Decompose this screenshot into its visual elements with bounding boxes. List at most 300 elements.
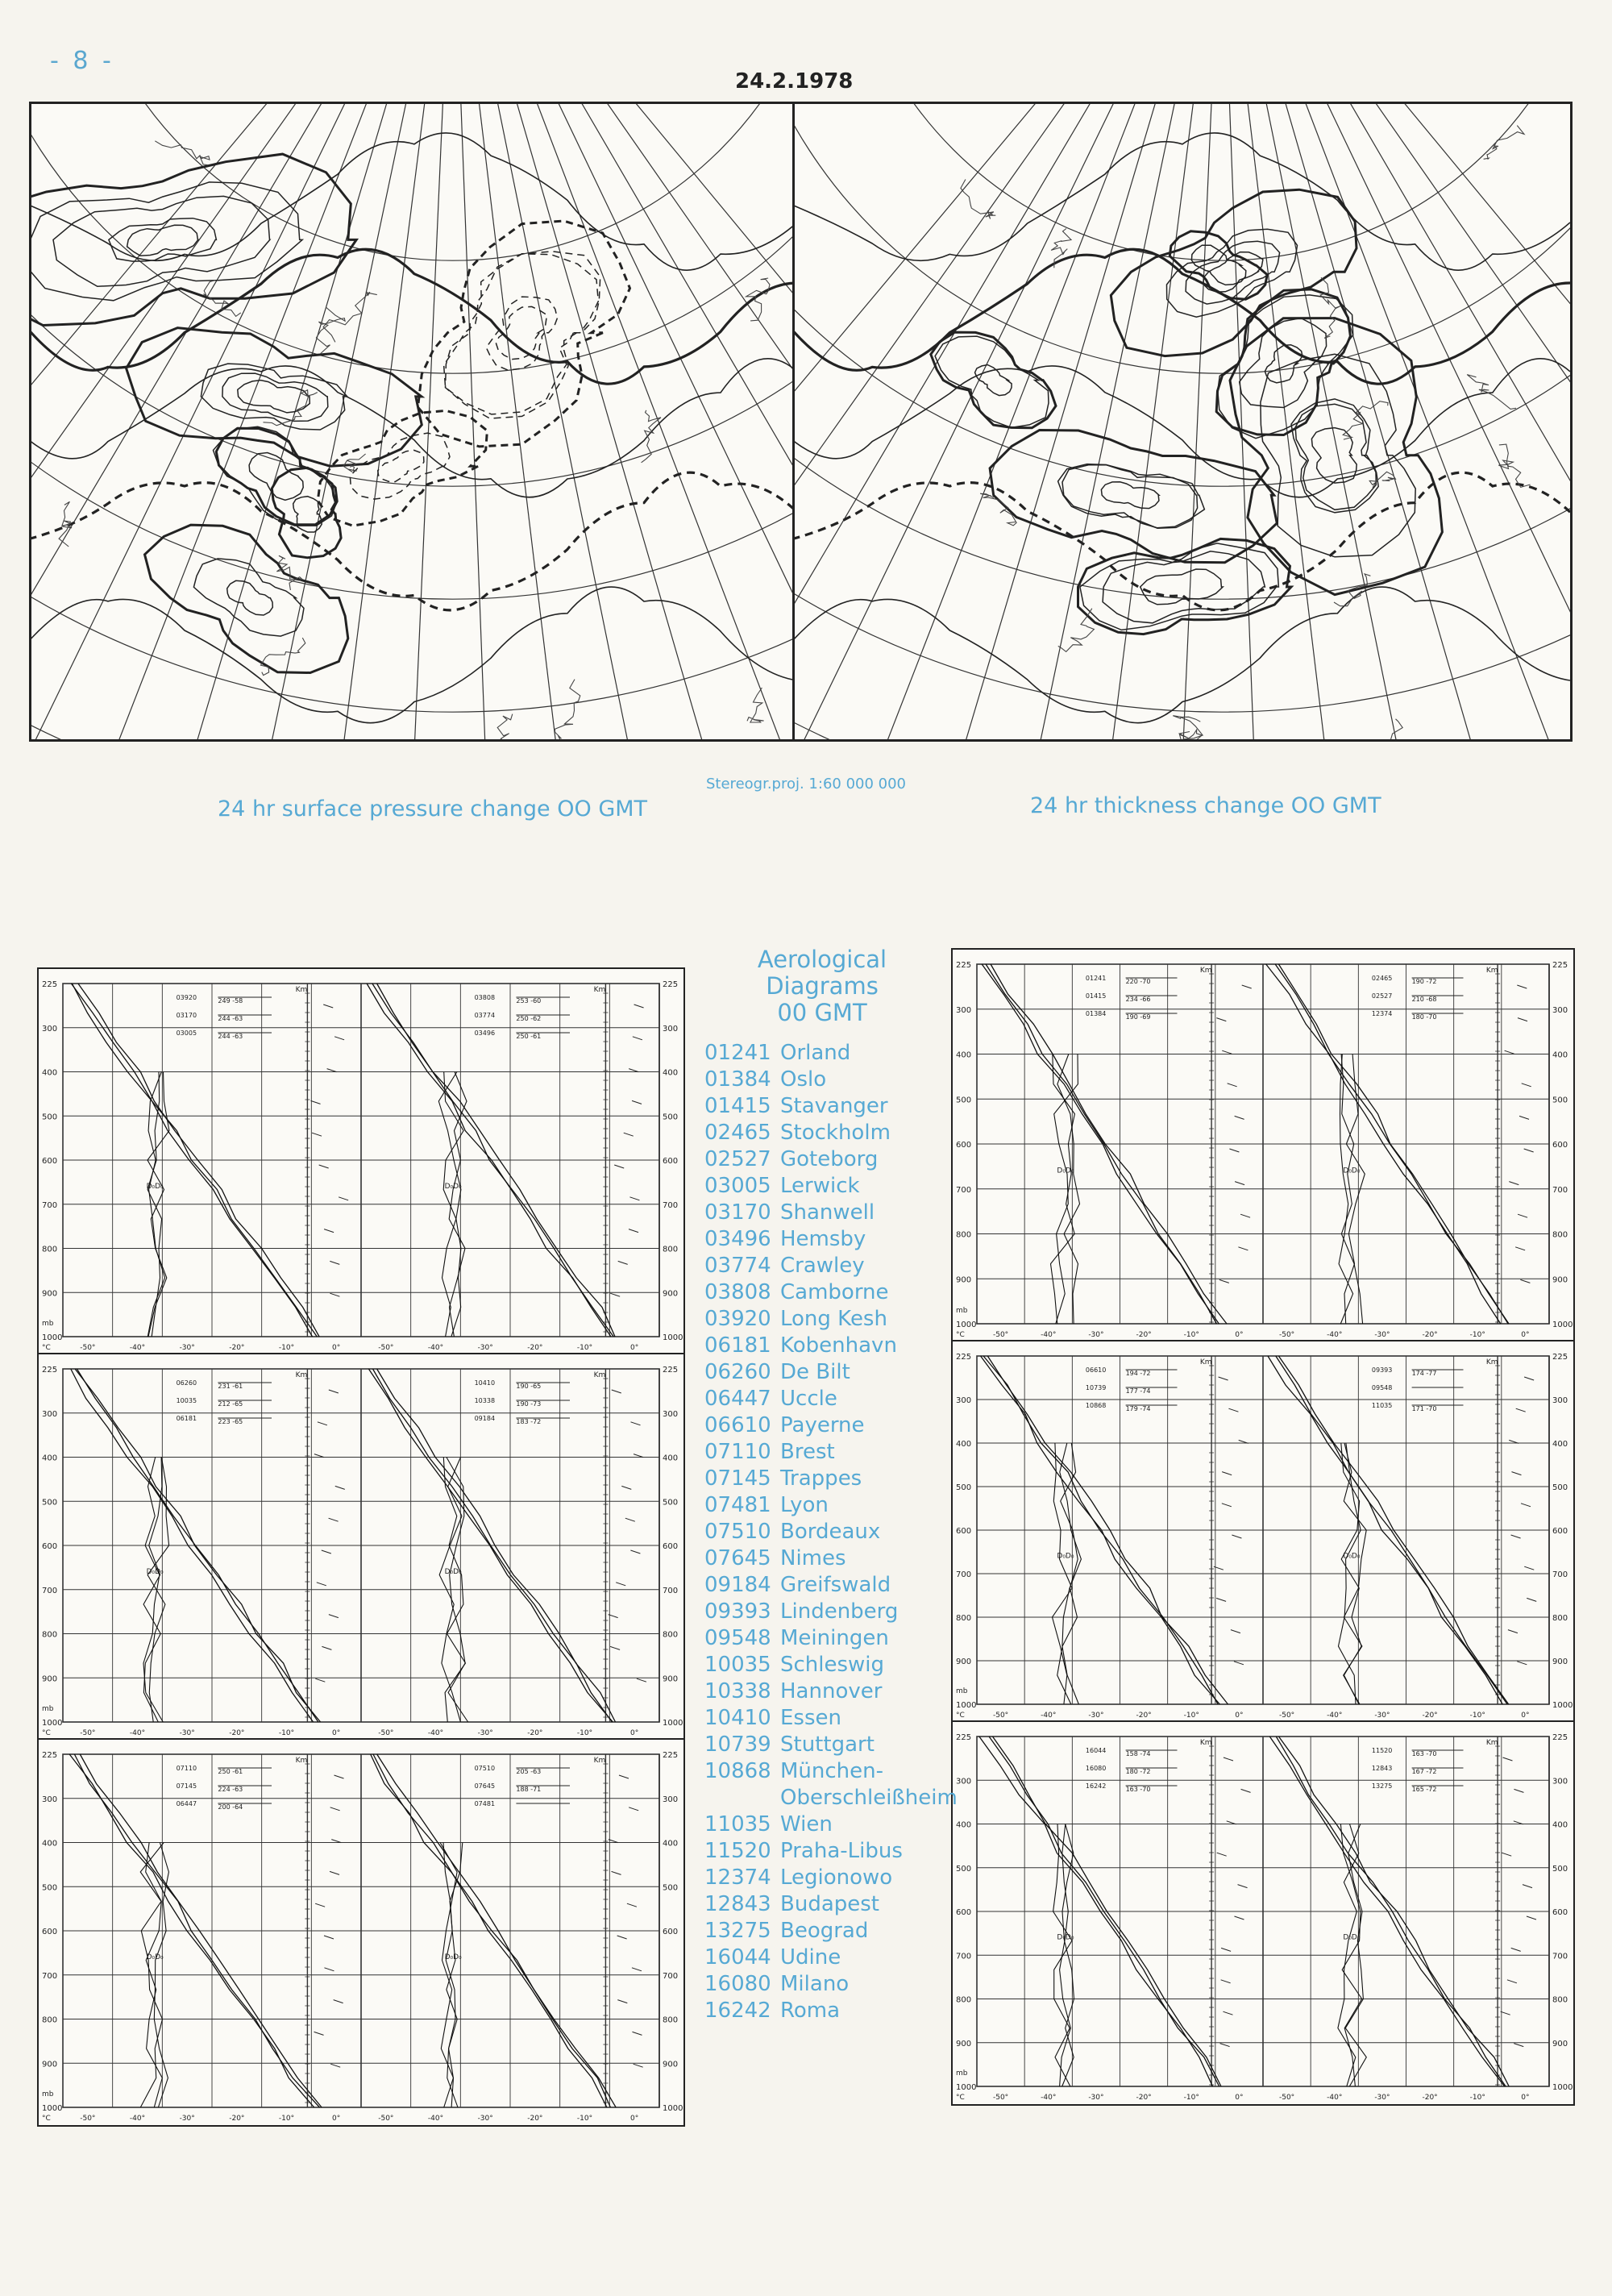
pressure-tick-label: 225 <box>42 1366 58 1375</box>
station-entry <box>704 1306 970 1333</box>
station-entry <box>704 1678 970 1705</box>
celsius-unit-label: °C <box>956 2094 965 2102</box>
temperature-tick-label: -10° <box>576 2115 593 2123</box>
wind-barb <box>634 1004 644 1008</box>
pressure-tick-label: 600 <box>1552 1908 1568 1917</box>
station-name: Lyon <box>780 1493 829 1517</box>
pressure-tick-label: 900 <box>663 2060 679 2069</box>
dd-label: D₀D₀ <box>1343 1933 1361 1942</box>
temperature-tick-label: -10° <box>1183 1712 1199 1720</box>
temperature-tick-label: -20° <box>527 2115 543 2123</box>
pressure-tick-label: 1000 <box>956 1701 977 1710</box>
temperature-tick-label: -10° <box>1183 2094 1199 2102</box>
wind-barb <box>612 1871 621 1874</box>
temperature-tick-label: -40° <box>1327 2094 1343 2102</box>
pressure-tick-label: 225 <box>663 980 679 989</box>
pressure-tick-label: 900 <box>1552 2039 1568 2049</box>
diagram-station-code: 07645 <box>474 1782 496 1790</box>
wind-barb <box>630 1550 640 1554</box>
station-name: Camborne <box>780 1280 889 1304</box>
pressure-tick-label: 300 <box>42 1024 58 1034</box>
diagram-station-code: 07510 <box>474 1765 496 1772</box>
temperature-tick-label: -50° <box>80 2115 96 2123</box>
pressure-tick-label: 300 <box>1552 1396 1568 1405</box>
surface-pressure-map <box>29 102 800 742</box>
station-name: Shanwell <box>780 1200 875 1225</box>
station-entry <box>704 1811 970 1838</box>
station-name: Goteborg <box>780 1147 879 1171</box>
temperature-tick-label: -40° <box>1041 2094 1057 2102</box>
station-entry <box>704 1412 970 1439</box>
station-entry <box>704 1519 970 1545</box>
temperature-tick-label: 0° <box>630 1344 639 1352</box>
dd-label: D₀D₀ <box>146 1568 164 1577</box>
diagram-station-values: 244 -63 <box>218 1015 243 1022</box>
temperature-tick-label: -30° <box>477 1729 493 1737</box>
station-entry <box>704 1040 970 1067</box>
pressure-tick-label: 800 <box>663 2015 679 2025</box>
diagram-station-code: 03170 <box>176 1012 197 1019</box>
wind-barb <box>1511 1535 1521 1538</box>
temperature-tick-label: -20° <box>229 2115 245 2123</box>
diagram-station-values: 205 -63 <box>516 1768 542 1775</box>
temperature-tick-label: -40° <box>1041 1331 1057 1339</box>
station-entry <box>704 1067 970 1093</box>
diagram-station-code: 03496 <box>474 1029 496 1037</box>
temperature-tick-label: -30° <box>1088 1331 1104 1339</box>
station-code: 16242 <box>704 1999 771 2023</box>
wind-barb <box>1502 1853 1511 1856</box>
temperature-tick-label: 0° <box>630 1729 639 1737</box>
pressure-tick-label: 900 <box>663 1674 679 1684</box>
wind-barb <box>1516 1408 1526 1412</box>
station-name: Oslo <box>780 1067 827 1092</box>
dd-label: D₀D₀ <box>146 1953 164 1962</box>
wind-barb <box>612 1390 621 1393</box>
wind-barb <box>1219 1377 1228 1380</box>
diagram-station-code: 03808 <box>474 994 496 1001</box>
station-code: 13275 <box>704 1919 771 1943</box>
pressure-tick-label: 800 <box>663 1630 679 1640</box>
station-code: 03774 <box>704 1254 771 1278</box>
diagram-station-values: 234 -66 <box>1125 996 1151 1003</box>
diagram-grid <box>977 1356 1549 1704</box>
temperature-tick-label: -50° <box>992 1331 1009 1339</box>
celsius-unit-label: °C <box>42 2115 51 2123</box>
pressure-tick-label: 800 <box>1552 1995 1568 2005</box>
km-unit-label: Km <box>593 1757 606 1765</box>
wind-barb <box>1522 1084 1531 1087</box>
pressure-tick-label: 1000 <box>1552 2083 1573 2092</box>
diagram-station-values: 224 -63 <box>218 1786 243 1793</box>
pressure-tick-label: 900 <box>42 2060 58 2069</box>
pressure-tick-label: 1000 <box>1552 1701 1573 1710</box>
wind-barb <box>625 1518 635 1521</box>
station-entry <box>704 1705 970 1732</box>
wind-barb <box>318 1422 327 1425</box>
station-entry <box>704 1359 970 1386</box>
pressure-tick-label: 500 <box>956 1096 972 1105</box>
station-name: Schleswig <box>780 1653 885 1677</box>
pressure-tick-label: 1000 <box>956 1321 977 1329</box>
station-entry <box>704 1120 970 1146</box>
diagram-station-code: 03774 <box>474 1012 496 1019</box>
pressure-tick-label: 600 <box>956 1141 972 1150</box>
diagram-station-code: 16242 <box>1085 1782 1107 1790</box>
wind-barb <box>1527 1916 1536 1920</box>
station-name: Bordeaux <box>780 1520 881 1544</box>
pressure-tick-label: 300 <box>663 1795 679 1804</box>
pressure-tick-label: 1000 <box>1552 1321 1573 1329</box>
dd-label: D₀D₀ <box>1343 1167 1361 1175</box>
pressure-tick-label: 700 <box>1552 1185 1568 1195</box>
station-entry <box>704 1333 970 1359</box>
pressure-tick-label: 1000 <box>663 1333 683 1342</box>
diagram-station-values: 231 -61 <box>218 1383 243 1390</box>
pressure-tick-label: 600 <box>1552 1141 1568 1150</box>
surface-pressure-caption: 24 hr surface pressure change OO GMT <box>218 797 648 821</box>
pressure-tick-label: 500 <box>1552 1096 1568 1105</box>
legend-title-line: Aerological <box>757 946 887 973</box>
temperature-tick-label: 0° <box>1235 2094 1244 2102</box>
station-entry <box>704 1093 970 1120</box>
wind-barb <box>322 1646 331 1649</box>
wind-barb <box>634 2064 643 2067</box>
station-name: Wien <box>780 1812 833 1836</box>
wind-barb <box>322 1550 331 1554</box>
temperature-tick-label: 0° <box>332 2115 341 2123</box>
wind-barb <box>1224 1757 1233 1761</box>
diagram-station-values: 190 -69 <box>1125 1013 1151 1021</box>
wind-barb <box>1515 1247 1525 1250</box>
diagram-station-code: 16080 <box>1085 1765 1107 1772</box>
station-code: 01415 <box>704 1094 771 1118</box>
aerological-diagram <box>37 1353 685 1741</box>
wind-barb <box>629 1229 638 1233</box>
temperature-tick-label: -30° <box>1088 1712 1104 1720</box>
station-code: 01384 <box>704 1067 771 1092</box>
temperature-tick-label: 0° <box>332 1344 341 1352</box>
pressure-tick-label: 1000 <box>42 2104 63 2113</box>
station-code: 03005 <box>704 1174 771 1198</box>
station-entry <box>704 1865 970 1891</box>
pressure-tick-label: 225 <box>663 1751 679 1760</box>
temperature-tick-label: -20° <box>1136 1712 1152 1720</box>
pressure-tick-label: 900 <box>956 2039 972 2049</box>
wind-barb <box>610 1646 620 1649</box>
wind-barb <box>614 1165 624 1168</box>
station-code: 06447 <box>704 1387 771 1411</box>
wind-barb <box>315 1678 325 1682</box>
wind-barb <box>1221 1980 1231 1983</box>
wind-barb <box>1523 1885 1532 1888</box>
station-code: 01241 <box>704 1041 771 1065</box>
projection-note: Stereogr.proj. 1:60 000 000 <box>706 776 907 792</box>
temperature-tick-label: -50° <box>378 1344 394 1352</box>
wind-barb <box>1517 1662 1527 1665</box>
pressure-tick-label: 900 <box>1552 1275 1568 1285</box>
wind-barb <box>1511 1948 1521 1951</box>
station-entry <box>704 1466 970 1492</box>
station-entry <box>704 1652 970 1678</box>
wind-barb <box>1520 1279 1530 1283</box>
diagram-station-code: 11520 <box>1371 1747 1393 1754</box>
temperature-tick-label: -50° <box>1278 2094 1295 2102</box>
station-code: 16044 <box>704 1945 771 1969</box>
wind-barb <box>633 1037 642 1040</box>
diagram-station-code: 03005 <box>176 1029 197 1037</box>
diagram-station-values: 250 -62 <box>516 1015 542 1022</box>
temperature-tick-label: -20° <box>527 1344 543 1352</box>
wind-barb <box>1220 2044 1230 2047</box>
station-name: De Bilt <box>780 1360 850 1384</box>
diagram-grid <box>63 1369 659 1722</box>
thickness-change-map <box>792 102 1573 742</box>
km-unit-label: Km <box>593 986 606 994</box>
pressure-tick-label: 500 <box>1552 1864 1568 1874</box>
station-code: 16080 <box>704 1972 771 1996</box>
pressure-tick-label: 900 <box>1552 1658 1568 1666</box>
diagram-station-code: 06181 <box>176 1415 197 1422</box>
temperature-tick-label: 0° <box>1235 1712 1244 1720</box>
km-unit-label: Km <box>1199 967 1212 975</box>
wind-barb <box>1235 1116 1244 1119</box>
station-name: Uccle <box>780 1387 837 1411</box>
diagram-station-values: 179 -74 <box>1125 1405 1151 1412</box>
pressure-tick-label: 600 <box>956 1527 972 1536</box>
station-name: Hannover <box>780 1679 883 1703</box>
station-name: Orland <box>780 1041 851 1065</box>
wind-barb <box>330 2064 340 2067</box>
diagram-station-values: 165 -72 <box>1411 1786 1437 1793</box>
diagram-station-values: 163 -70 <box>1125 1786 1151 1793</box>
station-name-continued: Oberschleißheim <box>780 1786 958 1810</box>
pressure-tick-label: 500 <box>663 1883 679 1893</box>
temperature-tick-label: -10° <box>278 2115 295 2123</box>
station-entry <box>704 1439 970 1466</box>
diagram-station-values: 212 -65 <box>218 1400 243 1408</box>
pressure-tick-label: 700 <box>1552 1952 1568 1961</box>
diagram-station-values: 190 -73 <box>516 1400 542 1408</box>
wind-barb <box>329 1390 339 1393</box>
temperature-tick-label: -20° <box>229 1344 245 1352</box>
wind-barb <box>617 1936 627 1939</box>
pressure-tick-label: 225 <box>956 961 972 970</box>
pressure-tick-label: 400 <box>42 1839 58 1849</box>
wind-barb <box>1235 1182 1244 1185</box>
page-number: - 8 - <box>50 47 114 75</box>
station-name: Essen <box>780 1706 841 1730</box>
temperature-tick-label: -40° <box>1327 1712 1343 1720</box>
wind-barb <box>1517 985 1527 988</box>
km-unit-label: Km <box>1485 1739 1498 1747</box>
wind-barb <box>330 1261 339 1264</box>
diagram-station-values: 194 -72 <box>1125 1370 1151 1377</box>
pressure-tick-label: 600 <box>956 1908 972 1917</box>
temperature-tick-label: -30° <box>1088 2094 1104 2102</box>
diagram-station-code: 16044 <box>1085 1747 1107 1754</box>
pressure-tick-label: 700 <box>663 1971 679 1981</box>
station-entry <box>704 1732 970 1758</box>
wind-barb <box>1511 1472 1521 1475</box>
diagram-station-code: 02465 <box>1371 975 1393 982</box>
pressure-tick-label: 300 <box>42 1795 58 1804</box>
diagram-station-code: 07145 <box>176 1782 197 1790</box>
temperature-tick-label: -20° <box>1422 1712 1438 1720</box>
pressure-tick-label: 800 <box>42 2015 58 2025</box>
station-code: 10739 <box>704 1732 771 1757</box>
pressure-tick-label: 400 <box>956 1050 972 1060</box>
pressure-tick-label: 225 <box>1552 1353 1568 1362</box>
station-entry <box>704 1173 970 1200</box>
wind-barb <box>334 1775 343 1778</box>
dd-label: D₀D₀ <box>444 1953 462 1962</box>
km-unit-label: Km <box>295 1757 308 1765</box>
temperature-tick-label: -40° <box>129 2115 146 2123</box>
station-entry <box>704 1572 970 1599</box>
wind-barb <box>1519 1116 1529 1119</box>
station-entry <box>704 1545 970 1572</box>
wind-barb <box>1222 1472 1232 1475</box>
wind-barb <box>616 1583 625 1586</box>
pressure-tick-label: 300 <box>956 1396 972 1405</box>
station-name: Udine <box>780 1945 841 1969</box>
wind-barb <box>319 1165 329 1168</box>
pressure-tick-label: 500 <box>42 1498 58 1508</box>
temperature-tick-label: -20° <box>1136 1331 1152 1339</box>
wind-barb <box>1231 1630 1240 1633</box>
diagram-station-values: 200 -64 <box>218 1803 243 1811</box>
pressure-tick-label: 500 <box>42 1113 58 1122</box>
pressure-tick-label: 225 <box>42 980 58 989</box>
diagram-grid <box>63 984 659 1337</box>
pressure-tick-label: 225 <box>956 1353 972 1362</box>
temperature-tick-label: -10° <box>1469 1712 1485 1720</box>
pressure-tick-label: 800 <box>956 1614 972 1623</box>
dd-label: D₀D₀ <box>444 1183 462 1192</box>
temperature-tick-label: -50° <box>80 1729 96 1737</box>
wind-barb <box>631 1422 641 1425</box>
diagram-station-values: 190 -65 <box>516 1383 542 1390</box>
pressure-tick-label: 1000 <box>956 2083 977 2092</box>
diagram-station-code: 06447 <box>176 1800 197 1807</box>
wind-barb <box>1505 1050 1514 1054</box>
pressure-tick-label: 500 <box>42 1883 58 1893</box>
wind-barb <box>317 1583 326 1586</box>
wind-barb <box>330 1871 339 1874</box>
station-name: Milano <box>780 1972 850 1996</box>
temperature-tick-label: -30° <box>179 1344 195 1352</box>
mb-unit-label: mb <box>956 2069 968 2078</box>
wind-barb <box>314 2032 324 2035</box>
wind-barb <box>315 1903 325 1907</box>
temperature-tick-label: -40° <box>1327 1331 1343 1339</box>
diagram-station-code: 07110 <box>176 1765 197 1772</box>
diagram-station-values: 220 -70 <box>1125 978 1151 985</box>
temperature-tick-label: -50° <box>992 2094 1009 2102</box>
diagram-station-values: 253 -60 <box>516 997 542 1004</box>
temperature-tick-label: 0° <box>332 1729 341 1737</box>
dd-label: D₀D₀ <box>1343 1552 1361 1561</box>
diagram-station-code: 03920 <box>176 994 197 1001</box>
pressure-tick-label: 700 <box>1552 1570 1568 1579</box>
pressure-tick-label: 600 <box>663 1928 679 1936</box>
diagram-station-code: 09548 <box>1371 1384 1393 1391</box>
pressure-tick-label: 600 <box>663 1542 679 1551</box>
station-code: 02465 <box>704 1121 771 1145</box>
pressure-tick-label: 500 <box>663 1113 679 1122</box>
dd-label: D₀D₀ <box>444 1568 462 1577</box>
station-code: 06260 <box>704 1360 771 1384</box>
diagram-station-values: 163 -70 <box>1411 1750 1437 1757</box>
km-unit-label: Km <box>1199 1739 1212 1747</box>
pressure-tick-label: 300 <box>956 1005 972 1015</box>
temperature-tick-label: -10° <box>1469 2094 1485 2102</box>
station-name: Legionowo <box>780 1866 893 1890</box>
wind-barb <box>311 1100 321 1104</box>
wind-barb <box>1507 1980 1517 1983</box>
pressure-tick-label: 600 <box>42 1157 58 1166</box>
station-entry <box>704 1200 970 1226</box>
diagram-station-code: 10410 <box>474 1379 496 1387</box>
wind-barb <box>1234 1916 1244 1920</box>
wind-barb <box>624 1133 634 1136</box>
temperature-tick-label: 0° <box>630 2115 639 2123</box>
diagram-station-code: 09184 <box>474 1415 496 1422</box>
pressure-tick-label: 600 <box>42 1542 58 1551</box>
station-code: 07145 <box>704 1466 771 1491</box>
station-name: Hemsby <box>780 1227 866 1251</box>
temperature-tick-label: 0° <box>1521 1331 1530 1339</box>
diagram-station-code: 10868 <box>1085 1402 1107 1409</box>
temperature-tick-label: -30° <box>1374 1712 1390 1720</box>
pressure-tick-label: 800 <box>1552 1614 1568 1623</box>
diagram-station-values: 249 -58 <box>218 997 243 1004</box>
temperature-tick-label: -20° <box>527 1729 543 1737</box>
pressure-tick-label: 500 <box>956 1864 972 1874</box>
diagram-station-values: 158 -74 <box>1125 1750 1151 1757</box>
temperature-tick-label: -20° <box>1422 1331 1438 1339</box>
station-name: Stockholm <box>780 1121 891 1145</box>
wind-barb <box>334 1037 344 1040</box>
station-name: Greifswald <box>780 1573 891 1597</box>
celsius-unit-label: °C <box>42 1344 51 1352</box>
station-entry <box>704 1146 970 1173</box>
station-code: 07481 <box>704 1493 771 1517</box>
pressure-tick-label: 300 <box>663 1409 679 1419</box>
pressure-tick-label: 1000 <box>42 1333 63 1342</box>
diagram-station-values: 223 -65 <box>218 1418 243 1425</box>
station-name: Lindenberg <box>780 1599 899 1624</box>
temperature-tick-label: -40° <box>129 1729 146 1737</box>
wind-barb <box>1222 1050 1232 1054</box>
temperature-tick-label: -20° <box>229 1729 245 1737</box>
wind-barb <box>324 1936 334 1939</box>
station-name: Nimes <box>780 1546 846 1570</box>
diagram-station-code: 06610 <box>1085 1366 1107 1374</box>
station-name: Praha-Libus <box>780 1839 903 1863</box>
temperature-tick-label: -50° <box>378 2115 394 2123</box>
temperature-tick-label: -20° <box>1422 2094 1438 2102</box>
wind-barb <box>1238 1885 1248 1888</box>
pressure-tick-label: 400 <box>1552 1440 1568 1449</box>
wind-barb <box>1514 1789 1523 1792</box>
station-code: 12374 <box>704 1866 771 1890</box>
wind-barb <box>324 1229 334 1233</box>
pressure-tick-label: 800 <box>42 1245 58 1254</box>
temperature-tick-label: -50° <box>1278 1331 1295 1339</box>
map-linework <box>795 104 1570 739</box>
